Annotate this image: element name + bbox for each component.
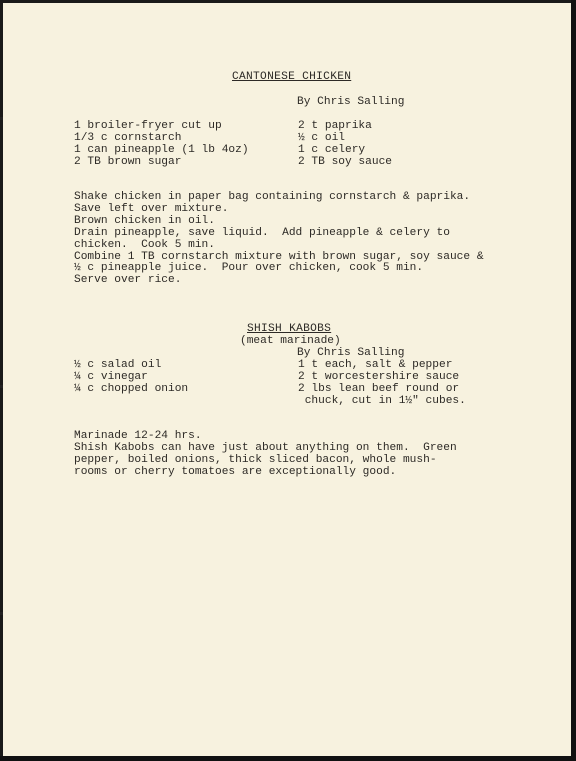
ingredients-left bbox=[74, 121, 249, 169]
direction-line: Shish Kabobs can have just about anything on them. Green bbox=[74, 441, 457, 454]
ingredients-right bbox=[298, 360, 466, 408]
direction-line: ½ c pineapple juice. Pour over chicken, cook 5 min. bbox=[74, 262, 424, 275]
scan-edge-right bbox=[571, 0, 576, 761]
ingredient-line: ½ c oil bbox=[298, 131, 345, 144]
punch-hole-mark bbox=[0, 117, 3, 120]
direction-line: pepper, boiled onions, thick sliced bacon, whole mush- bbox=[74, 453, 437, 466]
punch-hole-mark bbox=[0, 385, 3, 388]
recipe-author: By Chris Salling bbox=[297, 96, 405, 108]
ingredient-line: 1 c celery bbox=[298, 143, 366, 156]
ingredients-left bbox=[74, 360, 188, 396]
ingredient-line: 1/3 c cornstarch bbox=[74, 131, 182, 144]
ingredient-line: 2 t worcestershire sauce bbox=[298, 370, 460, 383]
direction-line: Combine 1 TB cornstarch mixture with brown sugar, soy sauce & bbox=[74, 250, 484, 263]
direction-line: Serve over rice. bbox=[74, 274, 182, 287]
recipe-title: CANTONESE CHICKEN bbox=[232, 71, 352, 83]
ingredient-line: ¼ c vinegar bbox=[74, 370, 148, 383]
direction-line: rooms or cherry tomatoes are exceptionally good. bbox=[74, 465, 397, 478]
ingredient-line: 2 TB brown sugar bbox=[74, 155, 182, 168]
directions bbox=[74, 192, 484, 287]
ingredient-line: 1 t each, salt & pepper bbox=[298, 359, 453, 371]
scan-edge-bottom bbox=[0, 756, 576, 761]
recipe-title: SHISH KABOBS bbox=[247, 323, 332, 335]
direction-line: Brown chicken in oil. bbox=[74, 214, 215, 227]
direction-line: chicken. Cook 5 min. bbox=[74, 238, 215, 251]
ingredient-line: ¼ c chopped onion bbox=[74, 382, 189, 395]
ingredient-line: chuck, cut in 1½" cubes. bbox=[298, 394, 466, 407]
ingredient-line: 1 broiler-fryer cut up bbox=[74, 120, 222, 132]
punch-hole-mark bbox=[0, 612, 3, 615]
direction-line: Save left over mixture. bbox=[74, 202, 229, 215]
direction-line: Drain pineapple, save liquid. Add pineapple & celery to bbox=[74, 226, 450, 239]
direction-line: Marinade 12-24 hrs. bbox=[74, 430, 202, 442]
ingredient-line: 2 t paprika bbox=[298, 120, 372, 132]
directions bbox=[74, 431, 457, 479]
ingredients-right bbox=[298, 121, 392, 169]
ingredient-line: 1 can pineapple (1 lb 4oz) bbox=[74, 143, 249, 156]
ingredient-line: 2 lbs lean beef round or bbox=[298, 382, 460, 395]
recipe-subtitle: (meat marinade) bbox=[240, 335, 341, 347]
recipe-author: By Chris Salling bbox=[297, 347, 405, 359]
ingredient-line: ½ c salad oil bbox=[74, 359, 162, 371]
direction-line: Shake chicken in paper bag containing cornstarch & paprika. bbox=[74, 191, 471, 203]
ingredient-line: 2 TB soy sauce bbox=[298, 155, 392, 168]
recipe-page bbox=[3, 3, 571, 756]
